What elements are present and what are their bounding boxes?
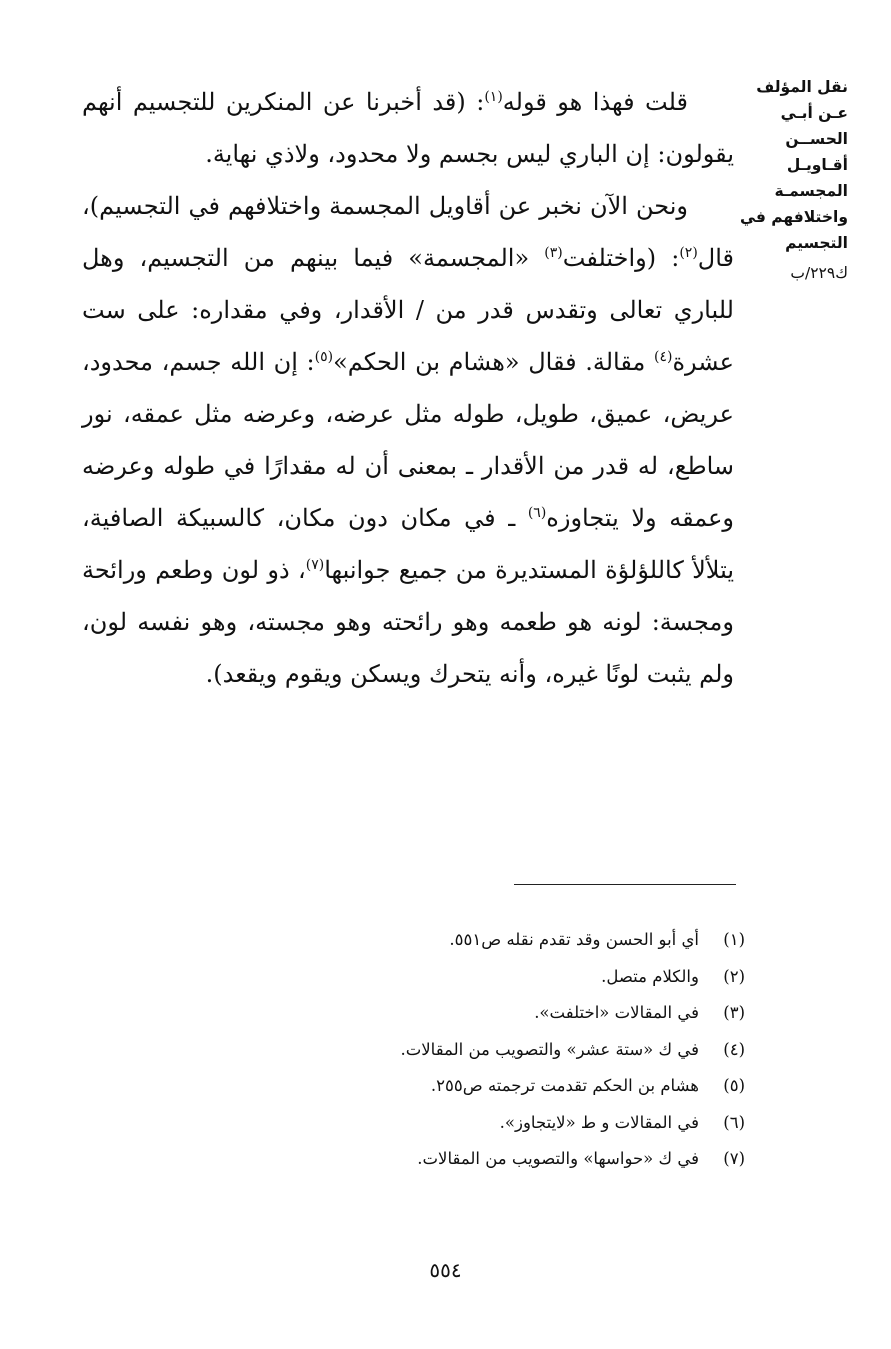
footnote-ref: (٥) — [314, 349, 334, 365]
text-run: ونحن الآن نخبر عن أقاويل المجسمة واختلافهم في التجسيم)، قال — [82, 192, 735, 272]
text-run: مقالة. فقال «هشام بن الحكم» — [333, 348, 654, 376]
footnote-number: (٣) — [723, 1003, 745, 1022]
footnote-number: (٤) — [723, 1039, 745, 1059]
text-run: : إن الله جسم، محدود، عريض، عميق، طويل، طوله مثل عرضه، وعرضه مثل عمقه، نور ساطع، له قدر من الأقدار ـ بمعنى أن له مقدارًا في طوله وعرضه وعمقه ولا يتجاوزه — [82, 348, 734, 532]
footnote-text: في ك «ستة عشر» والتصويب من المقالات. — [400, 1039, 699, 1059]
manuscript-folio-marker: ك٢٢٩/ب — [790, 264, 848, 282]
footnote — [300, 959, 745, 996]
paragraph — [82, 76, 734, 180]
margin-note-line: التجسيم — [785, 234, 848, 252]
main-text — [82, 76, 734, 700]
footnote-number: (١) — [723, 930, 745, 949]
footnote-ref: (٦) — [527, 505, 547, 521]
footnote — [300, 1105, 745, 1142]
margin-note-line: واختلافهم في — [740, 208, 848, 226]
margin-note-line: المجسمـة — [774, 182, 848, 200]
margin-note — [740, 74, 848, 286]
footnote-ref: (٣) — [544, 245, 563, 261]
footnote-text: والكلام متصل. — [601, 966, 699, 986]
page-number: ٥٥٤ — [429, 1258, 462, 1282]
footnote-number: (٥) — [723, 1076, 745, 1095]
footnote — [300, 1141, 745, 1178]
footnote-number: (٦) — [723, 1112, 745, 1132]
footnote-divider — [514, 884, 736, 885]
footnote-text: في المقالات «اختلفت». — [534, 1003, 699, 1022]
footnote-number: (٢) — [723, 966, 745, 986]
margin-note-line: الحســن — [785, 130, 848, 148]
text-run: قلت فهذا هو قوله — [502, 88, 689, 116]
margin-note-line: أقـاويـل — [786, 156, 848, 174]
footnote-ref: (٤) — [653, 349, 673, 365]
footnote — [300, 1068, 745, 1105]
footnote-text: أي أبو الحسن وقد تقدم نقله ص٥٥١. — [449, 930, 699, 949]
text-run: ـ في مكان دون مكان، كالسبيكة الصافية، يتلألأ كاللؤلؤة المستديرة من جميع جوانبها — [82, 504, 735, 584]
text-run: : (واختلفت — [562, 244, 680, 272]
footnotes — [300, 922, 745, 1178]
margin-note-line: عـن أبـي — [780, 104, 848, 122]
margin-note-line: نقل المؤلف — [756, 78, 848, 96]
footnote-ref: (١) — [484, 89, 503, 105]
text-run: ، ذو لون وطعم ورائحة ومجسة: لونه هو طعمه وهو رائحته وهو مجسته، وهو نفسه لون، ولم يثبت لونًا غيره، وأنه يتحرك ويسكن ويقوم ويقعد). — [82, 556, 734, 688]
footnote — [300, 995, 745, 1032]
footnote-ref: (٧) — [305, 557, 325, 573]
footnote — [300, 922, 745, 959]
text-run: : (قد أخبرنا عن المنكرين للتجسيم أنهم يقولون: إن الباري ليس بجسم ولا محدود، ولاذي نهاية. — [82, 88, 734, 168]
text-run: «المجسمة» فيما بينهم من التجسيم، وهل للباري تعالى وتقدس قدر من / الأقدار، وفي مقداره: على ست عشرة — [82, 244, 734, 376]
paragraph — [82, 180, 734, 700]
footnote-text: في ك «حواسها» والتصويب من المقالات. — [417, 1149, 699, 1168]
footnote-number: (٧) — [723, 1149, 745, 1168]
footnote-text: هشام بن الحكم تقدمت ترجمته ص٢٥٥. — [430, 1076, 699, 1095]
footnote — [300, 1032, 745, 1069]
footnote-text: في المقالات و ط «لايتجاوز». — [499, 1112, 699, 1132]
footnote-ref: (٢) — [679, 245, 698, 261]
